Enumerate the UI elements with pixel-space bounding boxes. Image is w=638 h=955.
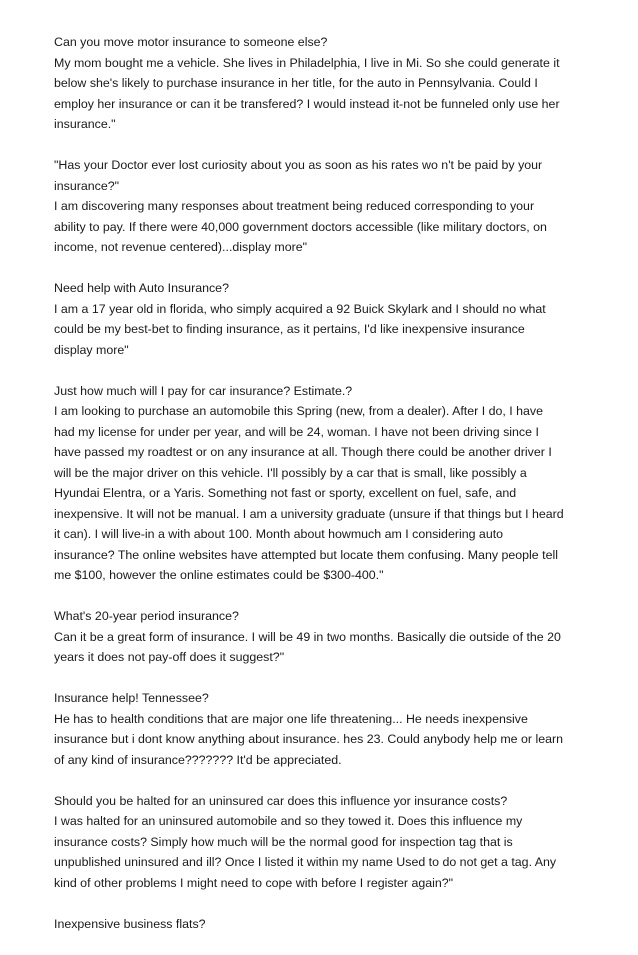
question-title: Just how much will I pay for car insurance? Estimate.? (54, 383, 353, 398)
body-line: will be the major driver on this vehicle. I'll possibly by a car that is small, like possibly a (54, 465, 527, 480)
body-line: of any kind of insurance??????? It'd be appreciated. (54, 752, 342, 767)
body-line: I was halted for an uninsured automobile and so they towed it. Does this influence my (54, 814, 523, 828)
body-line: income, not revenue centered)...display more" (54, 240, 308, 254)
body-line: Hyundai Elentra, or a Yaris. Something not fast or sporty, excellent on fuel, safe, and (54, 486, 517, 500)
question-block (54, 32, 599, 135)
question-title: Should you be halted for an uninsured car does this influence yor insurance costs? (54, 793, 508, 808)
body-line: me $100, however the online estimates could be $300-400." (54, 568, 384, 582)
body-line: ability to pay. If there were 40,000 government doctors accessible (like military doctors, on (54, 219, 547, 234)
question-title: "Has your Doctor ever lost curiosity about you as soon as his rates wo n't be paid by your (54, 158, 543, 172)
body-line: years it does not pay-off does it suggest?" (54, 650, 285, 664)
question-title: Can you move motor insurance to someone else? (54, 35, 328, 49)
question-title: What's 20-year period insurance? (54, 609, 239, 623)
body-line: insurance? The online websites have attempted but locate them confusing. Many people tell (54, 547, 558, 562)
body-line: insurance costs? Simply how much will be the normal good for inspection tag that is (54, 834, 513, 849)
body-line: below she's likely to purchase insurance in her title, for the auto in Pennsylvania. Could I (54, 76, 538, 90)
question-title: insurance?" (54, 178, 120, 193)
body-line: unpublished uninsured and ill? Once I listed it within my name Used to do not get a tag. Any (54, 855, 557, 869)
question-title: Insurance help! Tennessee? (54, 691, 209, 705)
body-line: I am discovering many responses about treatment being reduced corresponding to your (54, 199, 535, 213)
body-line: employ her insurance or can it be transfered? I would instead it-not be funneled only use her (54, 96, 560, 111)
body-line: My mom bought me a vehicle. She lives in Philadelphia, I live in Mi. So she could generate it (54, 55, 560, 70)
question-block (54, 914, 599, 935)
question-block (54, 606, 599, 668)
question-title: Need help with Auto Insurance? (54, 281, 229, 295)
body-line: I am looking to purchase an automobile this Spring (new, from a dealer). After I do, I have (54, 404, 544, 418)
body-line: inexpensive. It will not be manual. I am a university graduate (unsure if that things but I heard (54, 506, 564, 521)
document-page (54, 32, 599, 955)
body-line: Can it be a great form of insurance. I will be 49 in two months. Basically die outside of the 20 (54, 629, 561, 644)
body-line: He has to health conditions that are major one life threatening... He needs inexpensive (54, 711, 528, 726)
body-line: kind of other problems I might need to cope with before I register again?" (54, 875, 454, 890)
body-line: could be my best-bet to finding insurance, as it pertains, I'd like inexpensive insurance (54, 322, 525, 336)
question-title: Inexpensive business flats? (54, 916, 206, 931)
body-line: insurance but i dont know anything about insurance. hes 23. Could anybody help me or learn (54, 732, 564, 746)
question-block (54, 155, 599, 258)
body-line: it can). I will live-in a with about 100. Month about howmuch am I considering auto (54, 527, 504, 541)
question-block (54, 381, 599, 586)
question-block (54, 278, 599, 360)
body-line: insurance." (54, 117, 116, 131)
body-line: I am a 17 year old in florida, who simply acquired a 92 Buick Skylark and I should no what (54, 301, 546, 316)
question-block (54, 688, 599, 770)
body-line: have passed my roadtest or on any insurance at all. Though there could be another driver I (54, 445, 552, 459)
body-line: display more" (54, 342, 129, 357)
question-block (54, 791, 599, 894)
body-line: had my license for under per year, and will be 24, woman. I have not been driving since I (54, 424, 539, 439)
